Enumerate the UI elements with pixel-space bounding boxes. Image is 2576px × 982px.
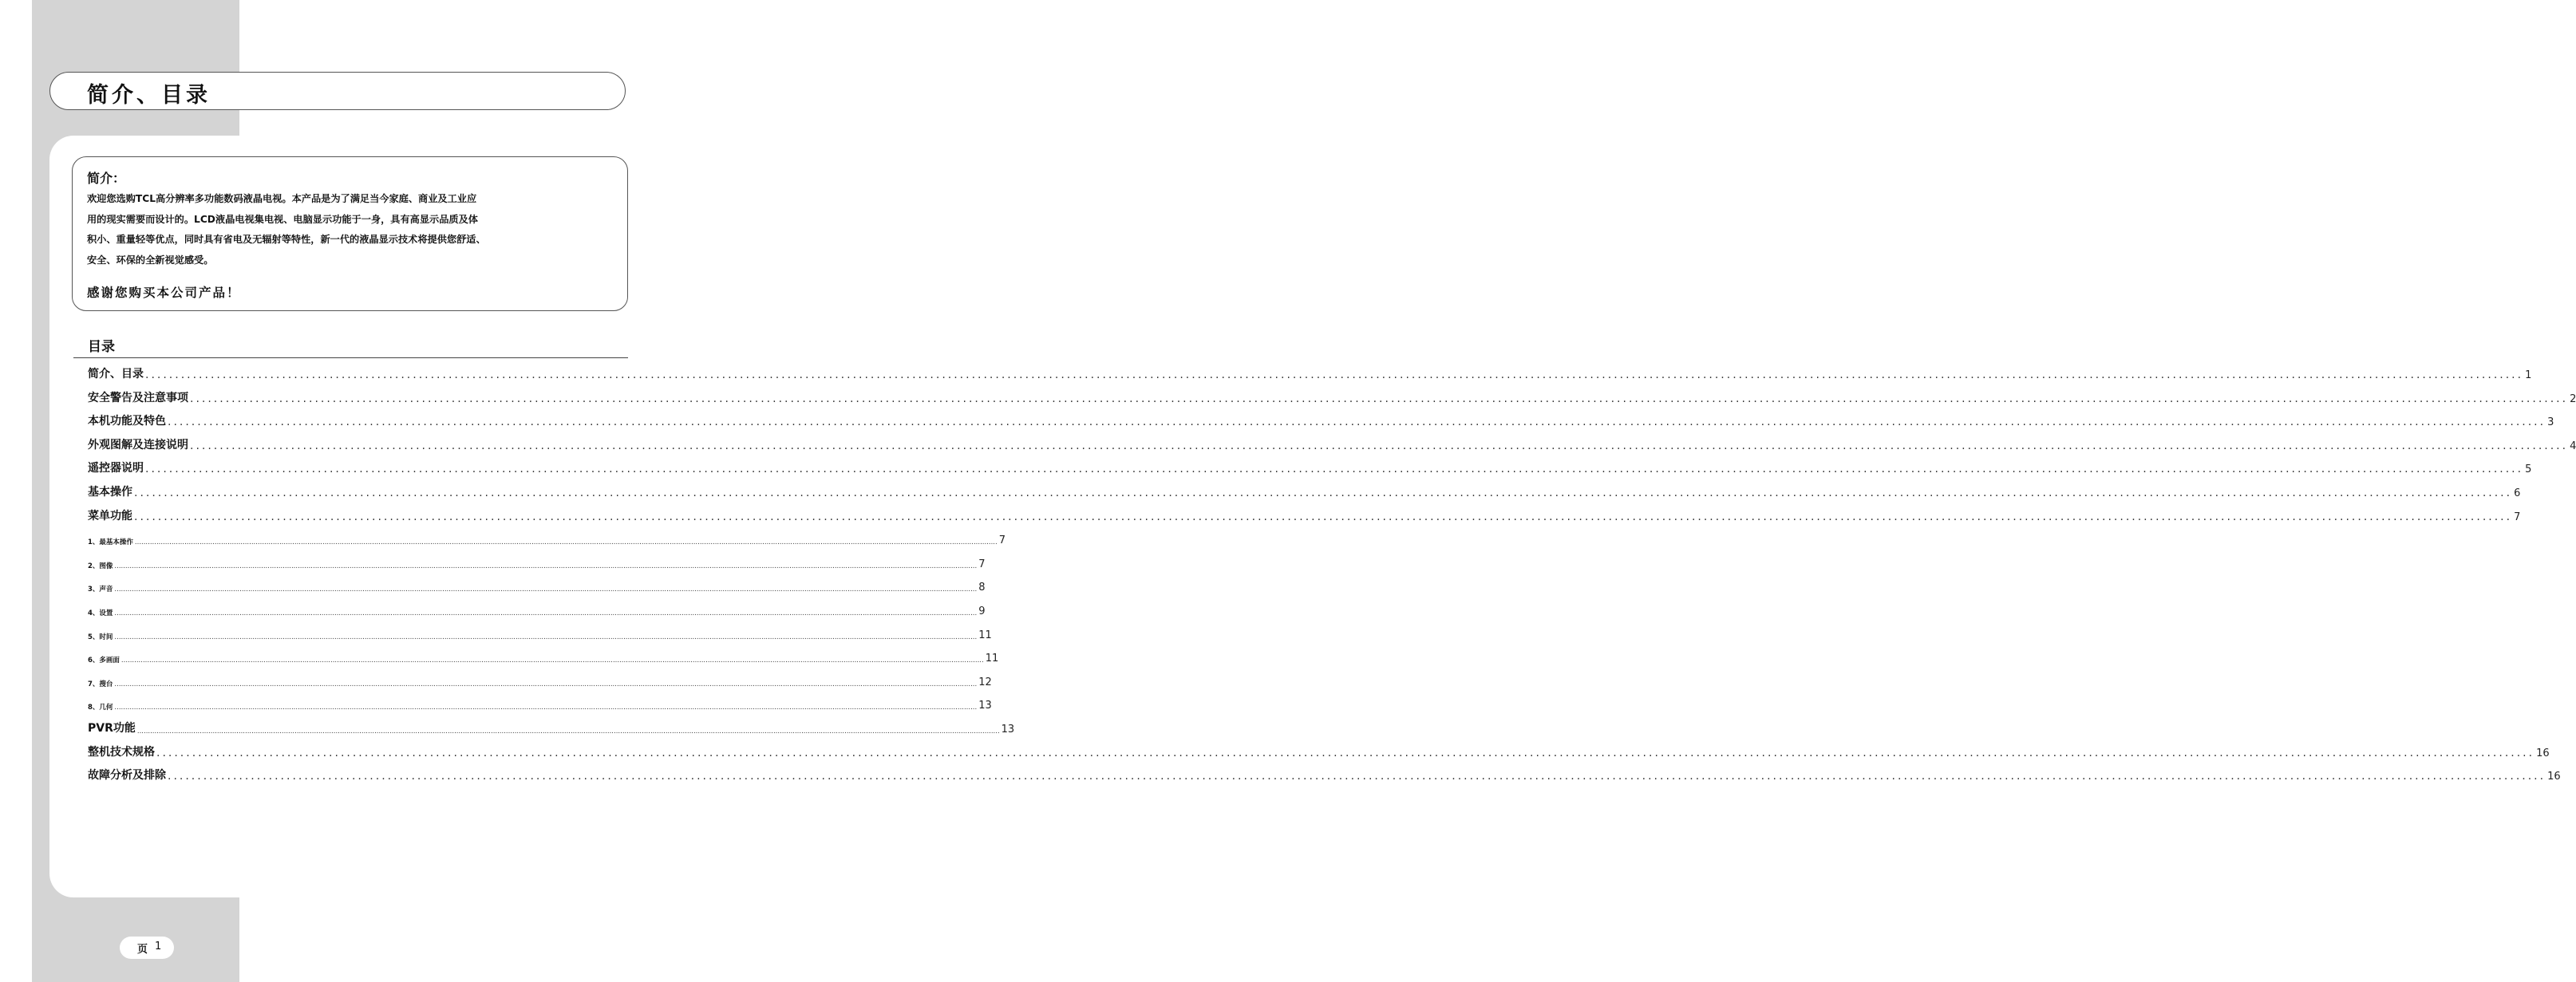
- toc-leader-dots: ................................................................................................................................................................................................................................................................................................................................................................................................................: [145, 369, 2524, 381]
- toc-entry-page: 5: [2525, 463, 2532, 476]
- toc-entry: [88, 406, 2554, 429]
- toc-leader-dots: ................................................................................................................................................................................................................................................................................................................................................................................................................: [114, 633, 978, 641]
- toc-entry-page: 8: [978, 582, 986, 594]
- toc-entry-page: 7: [2514, 511, 2521, 523]
- toc-leader-dots: ................................................................................................................................................................................................................................................................................................................................................................................................................: [145, 463, 2524, 476]
- toc-entry: [88, 595, 986, 617]
- toc-entry-page: 11: [978, 629, 992, 641]
- toc-entry: [88, 501, 2521, 523]
- toc-entry-label: 2、图像: [88, 562, 113, 570]
- toc-entry: [88, 619, 992, 641]
- toc-entry: [88, 430, 2576, 452]
- intro-body: 欢迎您选购TCL高分辨率多功能数码液晶电视。本产品是为了满足当今家庭、商业及工业应 用的现实需要而设计的。LCD液晶电视集电视、电脑显示功能于一身，具有高显示品质及体 积小、重量轻等优点，同时具有省电及无辐射等特性，新一代的液晶显示技术将提供您舒适、 安全、环保的全新视觉感受。: [87, 193, 486, 266]
- toc-entry-page: 7: [998, 534, 1006, 547]
- toc-entry-page: 11: [985, 653, 999, 665]
- toc-leader-dots: ................................................................................................................................................................................................................................................................................................................................................................................................................: [168, 416, 2546, 429]
- toc-leader-dots: ................................................................................................................................................................................................................................................................................................................................................................................................................: [114, 609, 978, 617]
- toc-entry-page: 3: [2547, 416, 2554, 429]
- toc-entry-page: 16: [2547, 771, 2561, 783]
- toc-leader-dots: ................................................................................................................................................................................................................................................................................................................................................................................................................: [190, 392, 2569, 405]
- page-number: 1: [155, 941, 162, 952]
- page-number-tab: [120, 937, 174, 959]
- toc-leader-dots: ................................................................................................................................................................................................................................................................................................................................................................................................................: [134, 538, 998, 547]
- toc-entry-label: 6、多画面: [88, 657, 120, 665]
- toc-leader-dots: ................................................................................................................................................................................................................................................................................................................................................................................................................: [114, 562, 978, 570]
- intro-thanks: 感谢您购买本公司产品！: [87, 286, 241, 300]
- toc-leader-dots: ................................................................................................................................................................................................................................................................................................................................................................................................................: [134, 510, 2513, 523]
- toc-entry-page: 13: [1001, 724, 1015, 736]
- toc-entry-label: 简介、目录: [88, 368, 144, 381]
- toc-entry-page: 4: [2570, 440, 2576, 452]
- toc-entry-page: 6: [2514, 487, 2521, 499]
- intro-heading: 简介：: [87, 171, 126, 186]
- toc-leader-dots: ................................................................................................................................................................................................................................................................................................................................................................................................................: [134, 487, 2513, 499]
- toc-leader-dots: ................................................................................................................................................................................................................................................................................................................................................................................................................: [114, 680, 978, 688]
- title-banner: [49, 72, 626, 110]
- toc-heading: 目录: [88, 339, 115, 355]
- toc-entry-label: 整机技术规格: [88, 745, 155, 759]
- toc-entry-label: 4、设置: [88, 609, 113, 617]
- page-prefix: 页: [137, 944, 148, 956]
- toc-entry-page: 7: [978, 558, 986, 570]
- toc-entry: [88, 666, 992, 688]
- toc-entry-label: PVR功能: [88, 722, 136, 735]
- toc-entry-label: 安全警告及注意事项: [88, 391, 188, 404]
- toc-entry: [88, 477, 2521, 499]
- toc-entry: [88, 571, 986, 594]
- toc-divider: [73, 357, 628, 358]
- toc-entry-label: 本机功能及特色: [88, 415, 166, 428]
- toc-entry: [88, 383, 2576, 405]
- toc-entry-label: 5、时间: [88, 633, 113, 641]
- toc-entry: [88, 453, 2532, 476]
- toc-entry-label: 菜单功能: [88, 509, 132, 523]
- toc-entry-label: 7、搜台: [88, 680, 113, 688]
- toc-entry: [88, 737, 2550, 759]
- toc-leader-dots: ................................................................................................................................................................................................................................................................................................................................................................................................................: [190, 439, 2569, 452]
- toc-leader-dots: ................................................................................................................................................................................................................................................................................................................................................................................................................: [168, 770, 2546, 783]
- toc-entry-label: 故障分析及排除: [88, 769, 166, 783]
- toc-leader-dots: ................................................................................................................................................................................................................................................................................................................................................................................................................: [114, 586, 978, 594]
- toc-leader-dots: ................................................................................................................................................................................................................................................................................................................................................................................................................: [114, 704, 978, 712]
- toc-entry: [88, 359, 2532, 381]
- toc-entry-page: 12: [978, 676, 992, 688]
- toc-leader-dots: ................................................................................................................................................................................................................................................................................................................................................................................................................: [156, 746, 2535, 759]
- toc-entry: [88, 548, 986, 570]
- intro-box: [72, 156, 628, 311]
- toc-entry-label: 8、几何: [88, 704, 113, 712]
- toc-entry-label: 外观图解及连接说明: [88, 438, 188, 452]
- toc-entry-page: 2: [2570, 392, 2576, 405]
- toc-entry: [88, 524, 1006, 547]
- toc-entry-label: 遥控器说明: [88, 462, 144, 475]
- toc-entry: [88, 689, 992, 712]
- toc-entry-label: 1、最基本操作: [88, 538, 133, 547]
- toc-leader-dots: ................................................................................................................................................................................................................................................................................................................................................................................................................: [121, 657, 984, 665]
- toc-entry: [88, 642, 999, 665]
- toc-leader-dots: ................................................................................................................................................................................................................................................................................................................................................................................................................: [136, 728, 1000, 736]
- toc-entry-page: 1: [2525, 369, 2532, 381]
- toc-entry-page: 13: [978, 700, 992, 712]
- toc-entry: [88, 713, 1015, 736]
- toc-entry: [88, 760, 2561, 783]
- toc-entry-label: 基本操作: [88, 486, 132, 499]
- toc-entry-page: 16: [2536, 747, 2550, 759]
- page-title: 简介、目录: [87, 83, 211, 108]
- toc-entry-page: 9: [978, 605, 986, 617]
- toc-entry-label: 3、声音: [88, 586, 113, 594]
